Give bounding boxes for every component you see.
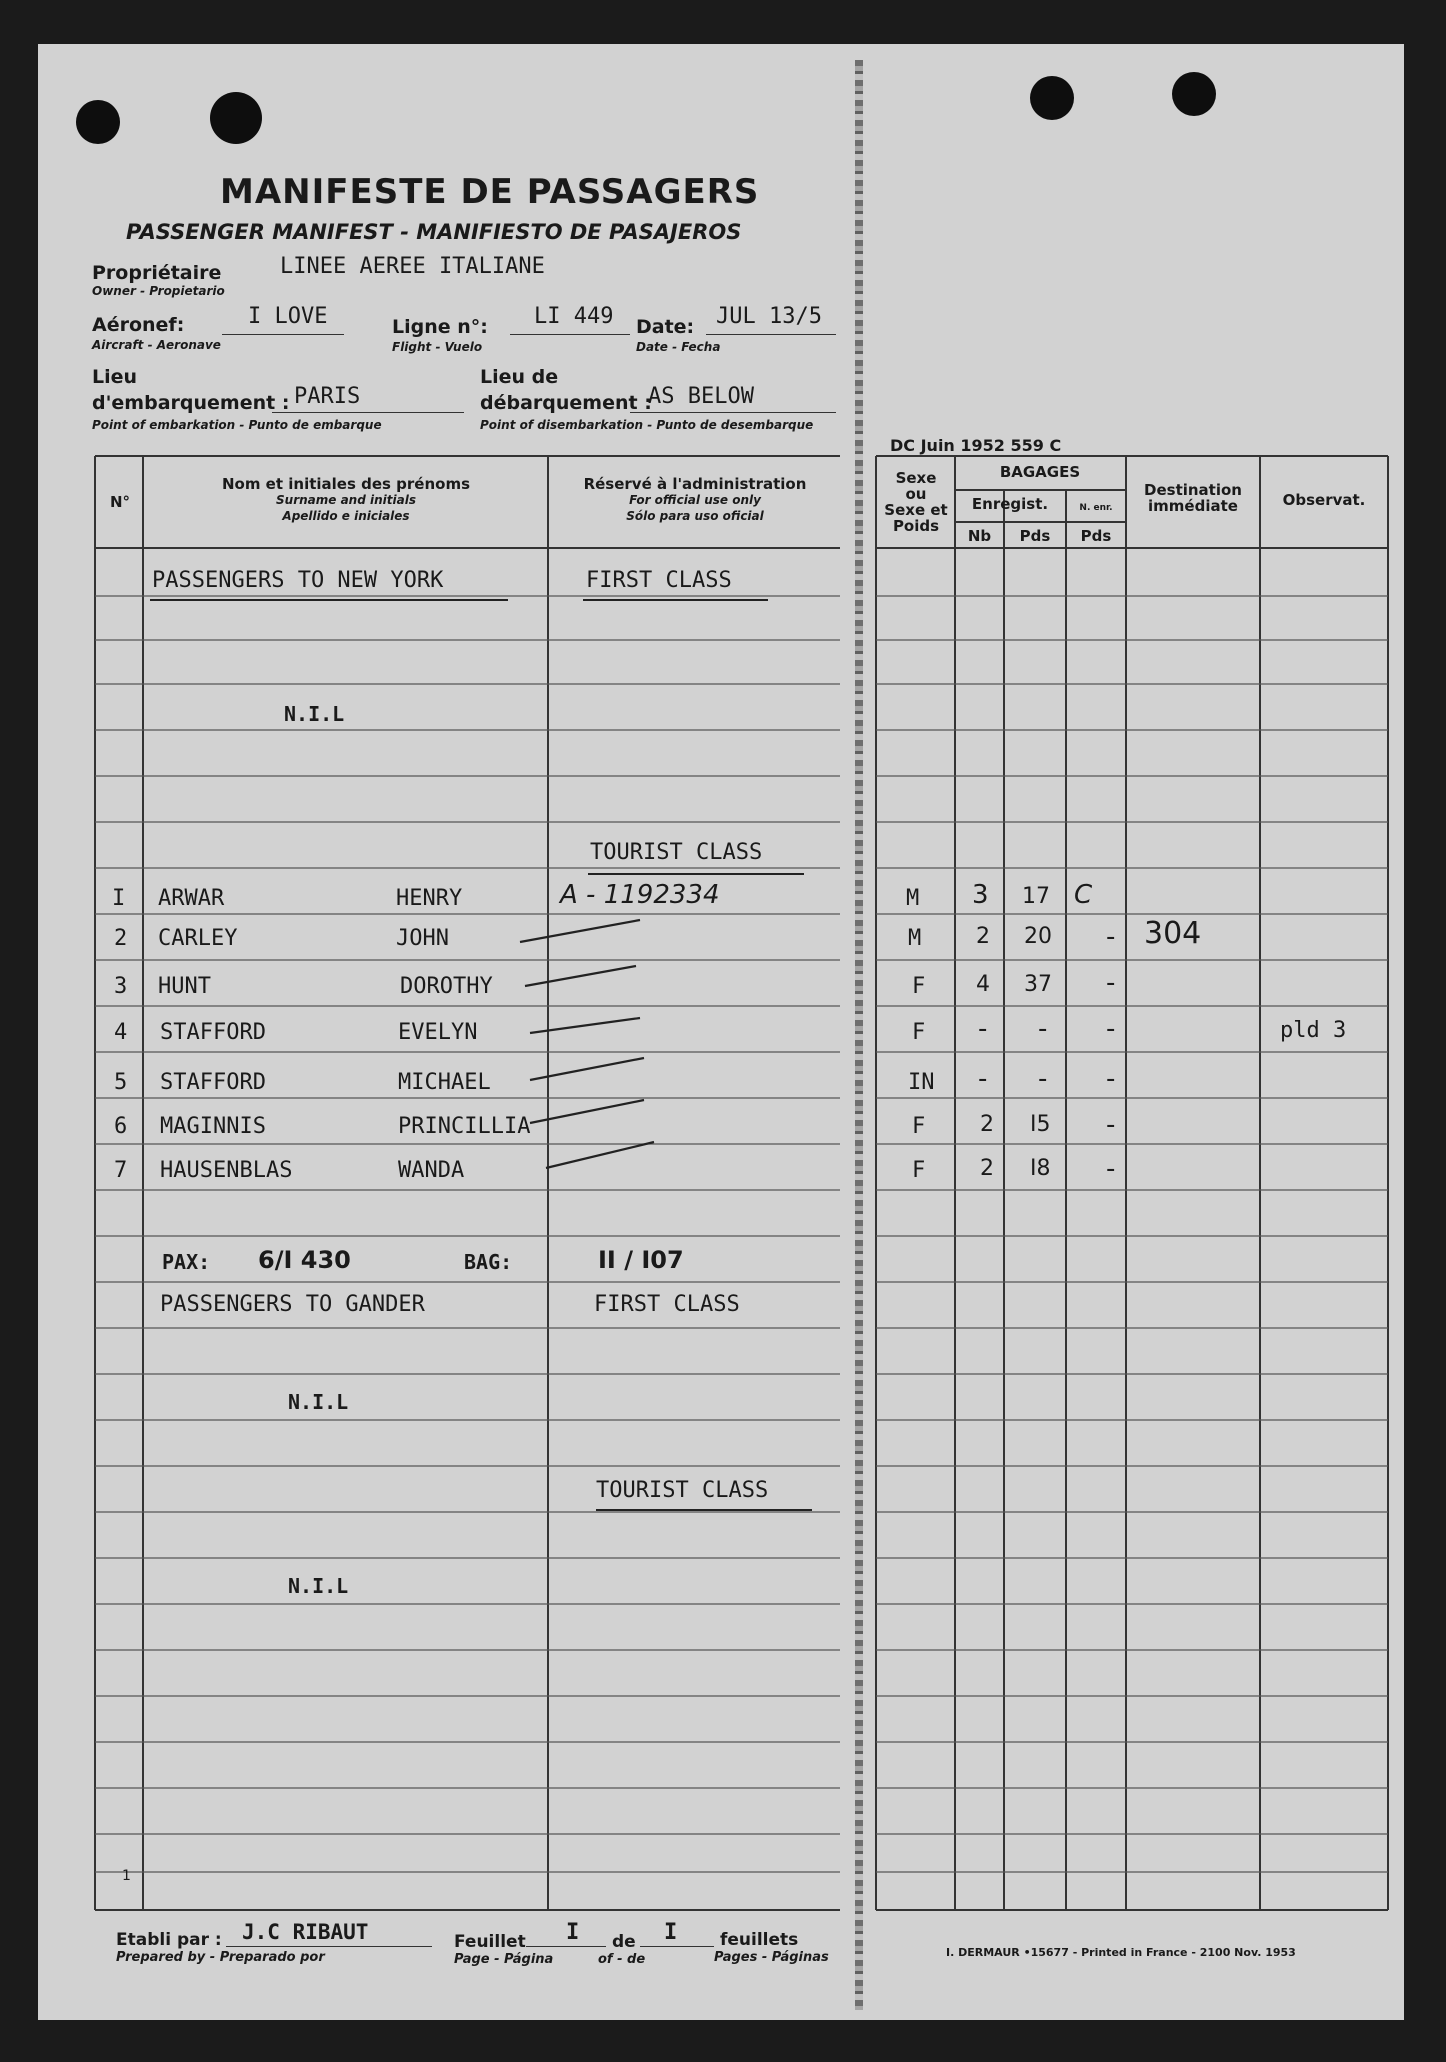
row-sex: M — [906, 886, 920, 911]
row-first-name: EVELYN — [398, 1020, 478, 1045]
row-destination: 304 — [1144, 916, 1202, 951]
disembarkation-label-2: débarquement : — [480, 392, 652, 414]
prepared-label: Etabli par : — [116, 1930, 222, 1950]
flight-label: Ligne n°: — [392, 316, 488, 338]
prepared-sub: Prepared by - Preparado por — [116, 1950, 325, 1965]
row-pds: 17 — [1022, 884, 1050, 909]
col-nb: Nb — [967, 527, 992, 545]
row-surname: CARLEY — [158, 926, 238, 951]
row-first-name: JOHN — [396, 926, 449, 951]
aircraft-value: I LOVE — [248, 304, 328, 329]
disembarkation-sub: Point of disembarkation - Punto de desembarque — [480, 418, 814, 432]
nil-3: N.I.L — [288, 1574, 349, 1598]
of-sub: of - de — [598, 1952, 646, 1967]
embarkation-sub: Point of embarkation - Punto de embarque — [92, 418, 382, 432]
row-nenr: - — [1106, 1014, 1116, 1044]
section-ny-first: FIRST CLASS — [586, 568, 732, 593]
row-sex: F — [912, 1158, 926, 1183]
section-ny-title: PASSENGERS TO NEW YORK — [152, 568, 444, 593]
owner-sub: Owner - Propietario — [92, 284, 225, 298]
row-pds: - — [1038, 1014, 1048, 1044]
totals-bag-label: BAG: — [464, 1250, 513, 1274]
disembarkation-label-1: Lieu de — [480, 366, 559, 388]
row-nb: 2 — [976, 924, 990, 949]
pages-sub: Pages - Páginas — [714, 1950, 829, 1965]
totals-pax-label: PAX: — [162, 1250, 211, 1274]
row-nenr: - — [1106, 1110, 1116, 1140]
of-label: de — [612, 1932, 636, 1952]
row-pds: I5 — [1030, 1112, 1051, 1137]
row-nb: - — [978, 1014, 988, 1044]
col-name: Nom et initiales des prénoms Surname and initials Apellido e iniciales — [221, 475, 471, 523]
row-surname: STAFFORD — [160, 1020, 266, 1045]
row-number: I — [112, 886, 126, 911]
row-number: 4 — [114, 1020, 128, 1045]
page-title: MANIFESTE DE PASSAGERS — [220, 172, 760, 212]
row-first-name: MICHAEL — [398, 1070, 491, 1095]
row-sex: F — [912, 1114, 926, 1139]
row-number: 5 — [114, 1070, 128, 1095]
sheet-value: I — [566, 1920, 580, 1945]
embarkation-value: PARIS — [294, 384, 361, 409]
printer-mark: I. DERMAUR •15677 - Printed in France - 2100 Nov. 1953 — [946, 1946, 1296, 1959]
col-admin: Réservé à l'administration For official use only Sólo para uso oficial — [583, 475, 807, 523]
pen-strokes — [520, 920, 654, 1168]
col-destination: Destination immédiate — [1144, 481, 1242, 515]
totals-pax: 6/I 430 — [258, 1246, 351, 1274]
row-pds: 20 — [1024, 924, 1052, 949]
row-surname: STAFFORD — [160, 1070, 266, 1095]
col-enregist: Enregist. — [971, 495, 1049, 513]
row-pds: I8 — [1030, 1156, 1051, 1181]
form-code: DC Juin 1952 559 C — [890, 436, 1062, 455]
row-number: 6 — [114, 1114, 128, 1139]
date-label: Date: — [636, 316, 695, 338]
row-nenr: - — [1106, 1064, 1116, 1094]
col-observ: Observat. — [1282, 491, 1366, 509]
disembarkation-value: AS BELOW — [648, 384, 754, 409]
row-admin: A - 1192334 — [560, 880, 720, 910]
sheet-sub: Page - Página — [454, 1952, 554, 1967]
row-sex: F — [912, 974, 926, 999]
col-pds2: Pds — [1080, 527, 1112, 545]
row-nenr: - — [1106, 968, 1116, 998]
row-pds: - — [1038, 1064, 1048, 1094]
row-first-name: DOROTHY — [400, 974, 493, 999]
row-surname: MAGINNIS — [160, 1114, 266, 1139]
row-number: 7 — [114, 1158, 128, 1183]
owner-label: Propriétaire — [92, 262, 222, 284]
row-nenr: C — [1074, 880, 1093, 910]
row-number: 3 — [114, 974, 128, 999]
sheet-label: Feuillet — [454, 1932, 526, 1952]
row-nb: 4 — [976, 972, 990, 997]
row-nb: 3 — [972, 880, 989, 910]
aircraft-sub: Aircraft - Aeronave — [92, 338, 221, 352]
row-nb: 2 — [980, 1156, 994, 1181]
row-first-name: PRINCILLIA — [398, 1114, 531, 1139]
section-gander-title: PASSENGERS TO GANDER — [160, 1292, 425, 1317]
totals-bag: II / I07 — [598, 1246, 684, 1274]
page-subtitle: PASSENGER MANIFEST - MANIFIESTO DE PASAJEROS — [126, 220, 742, 244]
row-first-name: HENRY — [396, 886, 463, 911]
row-pds: 37 — [1024, 972, 1052, 997]
row-nenr: - — [1106, 922, 1116, 952]
row-nenr: - — [1106, 1154, 1116, 1184]
row-surname: ARWAR — [158, 886, 225, 911]
section-ny-tourist: TOURIST CLASS — [590, 840, 763, 865]
date-sub: Date - Fecha — [636, 340, 721, 354]
col-pds: Pds — [1019, 527, 1051, 545]
prepared-value: J.C RIBAUT — [242, 1920, 369, 1944]
margin-mark: 1 — [122, 1868, 131, 1884]
row-sex: M — [908, 926, 922, 951]
col-bagages: BAGAGES — [999, 463, 1081, 481]
col-no: N° — [109, 493, 131, 511]
aircraft-label: Aéronef: — [92, 314, 185, 336]
col-nenr: N. enr. — [1079, 503, 1113, 513]
nil-2: N.I.L — [288, 1390, 349, 1414]
row-nb: 2 — [980, 1112, 994, 1137]
row-nb: - — [978, 1064, 988, 1094]
row-surname: HAUSENBLAS — [160, 1158, 293, 1183]
row-observation: pld 3 — [1280, 1018, 1347, 1043]
col-sex: Sexe ou Sexe et Poids — [884, 469, 948, 535]
flight-sub: Flight - Vuelo — [392, 340, 483, 354]
row-sex: IN — [908, 1070, 935, 1095]
of-value: I — [664, 1920, 678, 1945]
nil-1: N.I.L — [284, 702, 345, 726]
row-first-name: WANDA — [398, 1158, 465, 1183]
row-surname: HUNT — [158, 974, 211, 999]
embarkation-label-1: Lieu — [92, 366, 138, 388]
flight-value: LI 449 — [534, 304, 614, 329]
owner-value: LINEE AEREE ITALIANE — [280, 254, 545, 279]
embarkation-label-2: d'embarquement : — [92, 392, 290, 414]
pages-label: feuillets — [720, 1930, 799, 1950]
date-value: JUL 13/5 — [716, 304, 822, 329]
row-number: 2 — [114, 926, 128, 951]
section-gander-tourist: TOURIST CLASS — [596, 1478, 769, 1503]
section-gander-first: FIRST CLASS — [594, 1292, 740, 1317]
row-sex: F — [912, 1020, 926, 1045]
